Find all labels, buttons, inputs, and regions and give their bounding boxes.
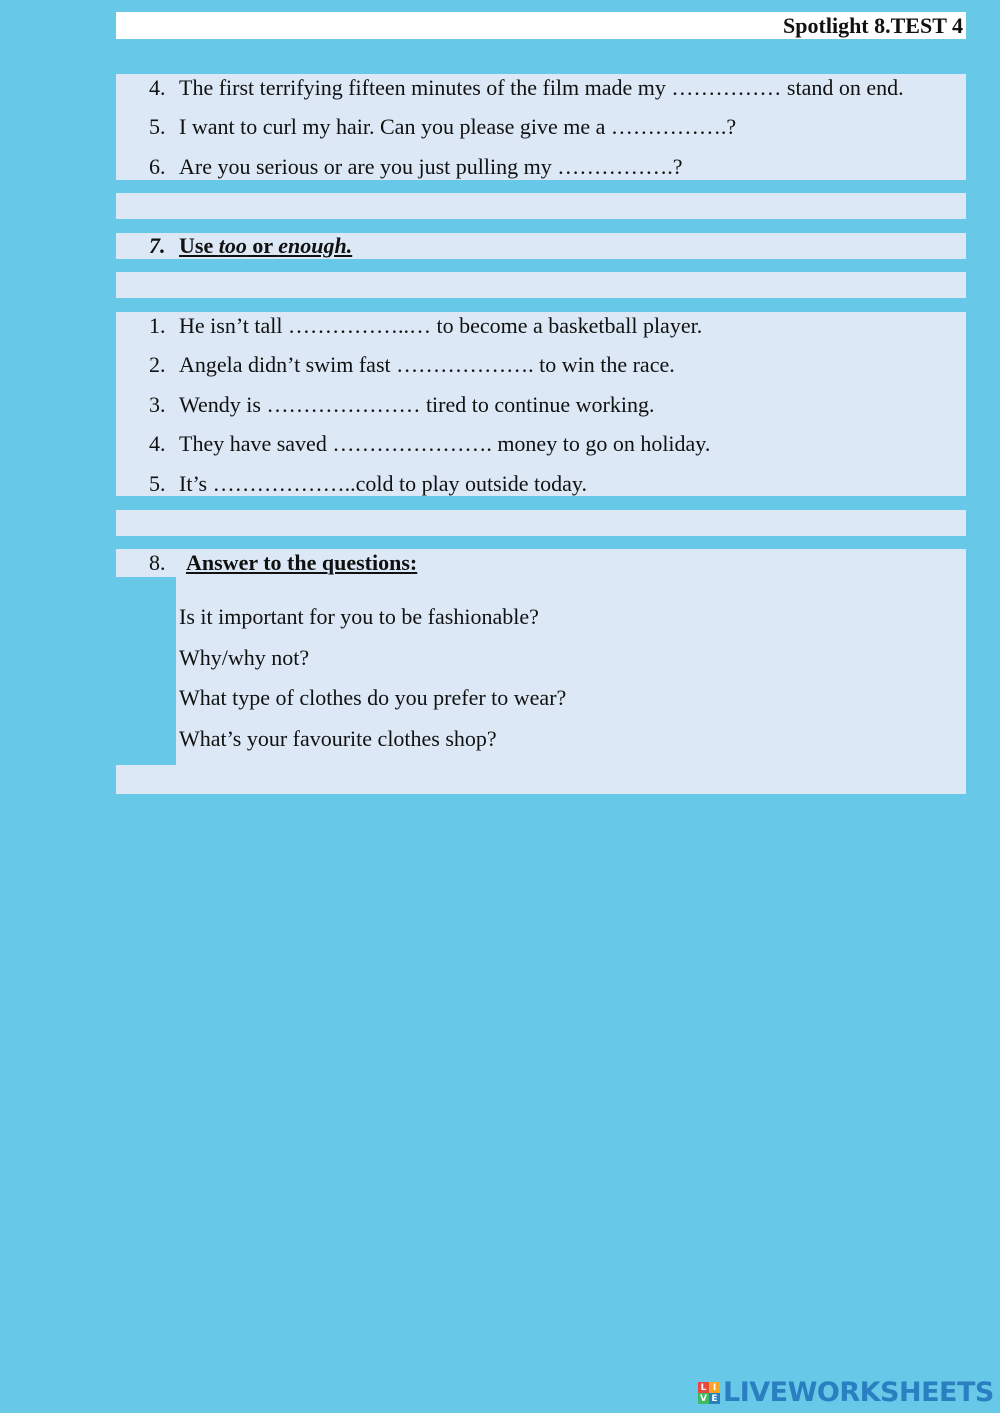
sentence: The first terrifying fifteen minutes of the film made my …………… stand on end. <box>179 75 904 100</box>
worksheet-title: Spotlight 8.TEST 4 <box>783 13 963 38</box>
section7-items-block: 1. He isn’t tall ……………..… to become a basketball player. 2. Angela didn’t swim fast ………………. to win the race. 3. Wendy is ………………… tired to continue working. 4. They have saved …………………. money to go on holiday. 5. It’s ………………..cold to play outside today. <box>116 312 966 496</box>
sentence: Wendy is ………………… tired to continue working. <box>179 392 655 417</box>
section8-heading: Answer to the questions: <box>186 550 418 575</box>
logo-text: LIVEWORKSHEETS <box>723 1377 994 1408</box>
sentence: Are you serious or are you just pulling my …………….? <box>179 154 683 179</box>
section8-number: 8. <box>149 550 166 575</box>
section6-items-block: 4. The first terrifying fifteen minutes of the film made my …………… stand on end. 5. I want to curl my hair. Can you please give me a …………….? 6. Are you serious or are you just pulling my …………….? <box>116 74 966 180</box>
indent-notch <box>116 577 176 765</box>
spacer-band <box>116 193 966 219</box>
section7-heading: Use too or enough. <box>179 233 353 258</box>
spacer-band <box>116 510 966 536</box>
sentence: He isn’t tall ……………..… to become a basketball player. <box>179 313 703 338</box>
question-text: Why/why not? <box>179 645 310 670</box>
question-text: What type of clothes do you prefer to wear? <box>179 685 567 710</box>
sentence: They have saved …………………. money to go on holiday. <box>179 431 711 456</box>
spacer-band <box>116 272 966 298</box>
live-icon: L I V E <box>698 1382 720 1404</box>
sentence: It’s ………………..cold to play outside today. <box>179 471 587 496</box>
sentence: I want to curl my hair. Can you please give me a …………….? <box>179 114 737 139</box>
section7-heading-block <box>116 233 966 259</box>
liveworksheets-logo[interactable] <box>698 1378 994 1408</box>
question-text: Is it important for you to be fashionable? <box>179 604 539 629</box>
section8-block <box>116 549 966 794</box>
question-text: What’s your favourite clothes shop? <box>179 726 497 751</box>
sentence: Angela didn’t swim fast ………………. to win the race. <box>179 352 675 377</box>
header-bar <box>116 12 966 39</box>
section7-number: 7. <box>149 233 166 258</box>
